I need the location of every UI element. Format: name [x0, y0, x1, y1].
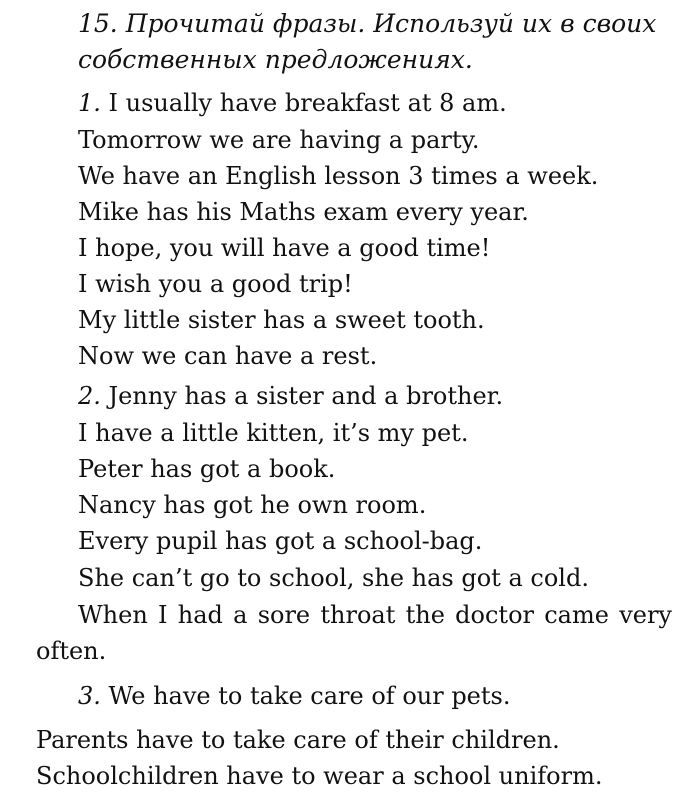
sentence: When I had a sore throat the doctor came very	[78, 601, 672, 629]
exercise-heading	[78, 6, 678, 78]
sentence	[78, 681, 510, 711]
sentence: Tomorrow we are having a party.	[78, 126, 480, 154]
sentence-text: We have to take care of our pets.	[108, 682, 511, 710]
sentence: Every pupil has got a school-bag.	[78, 527, 483, 555]
exercise-number: 15.	[78, 9, 118, 38]
sentence-text: Jenny has a sister and a brother.	[108, 382, 504, 410]
sentence: We have an English lesson 3 times a week.	[78, 162, 599, 190]
sentence: Mike has his Maths exam every year.	[78, 198, 529, 226]
section-1-marker: 1.	[78, 89, 101, 117]
sentence: I have a little kitten, it’s my pet.	[78, 419, 469, 447]
sentence: My little sister has a sweet tooth.	[78, 306, 485, 334]
sentence: I hope, you will have a good time!	[78, 234, 491, 262]
sentence: She can’t go to school, she has got a cold.	[78, 564, 589, 592]
section-3-marker: 3.	[78, 682, 101, 710]
section-2-marker: 2.	[78, 382, 101, 410]
sentence: Parents have to take care of their children.	[36, 726, 560, 754]
sentence-continuation: often.	[36, 637, 107, 665]
sentence: Now we can have a rest.	[78, 342, 378, 370]
exercise-instruction-line1: Прочитай фразы. Используй их в своих	[125, 9, 657, 38]
sentence: Schoolchildren have to wear a school uniform.	[36, 762, 603, 790]
sentence: I wish you a good trip!	[78, 270, 353, 298]
sentence	[78, 381, 503, 411]
exercise-instruction-line2: собственных предложениях.	[78, 45, 473, 74]
sentence	[78, 88, 507, 118]
sentence: Nancy has got he own room.	[78, 491, 427, 519]
sentence: Peter has got a book.	[78, 455, 336, 483]
sentence-text: I usually have breakfast at 8 am.	[108, 89, 507, 117]
